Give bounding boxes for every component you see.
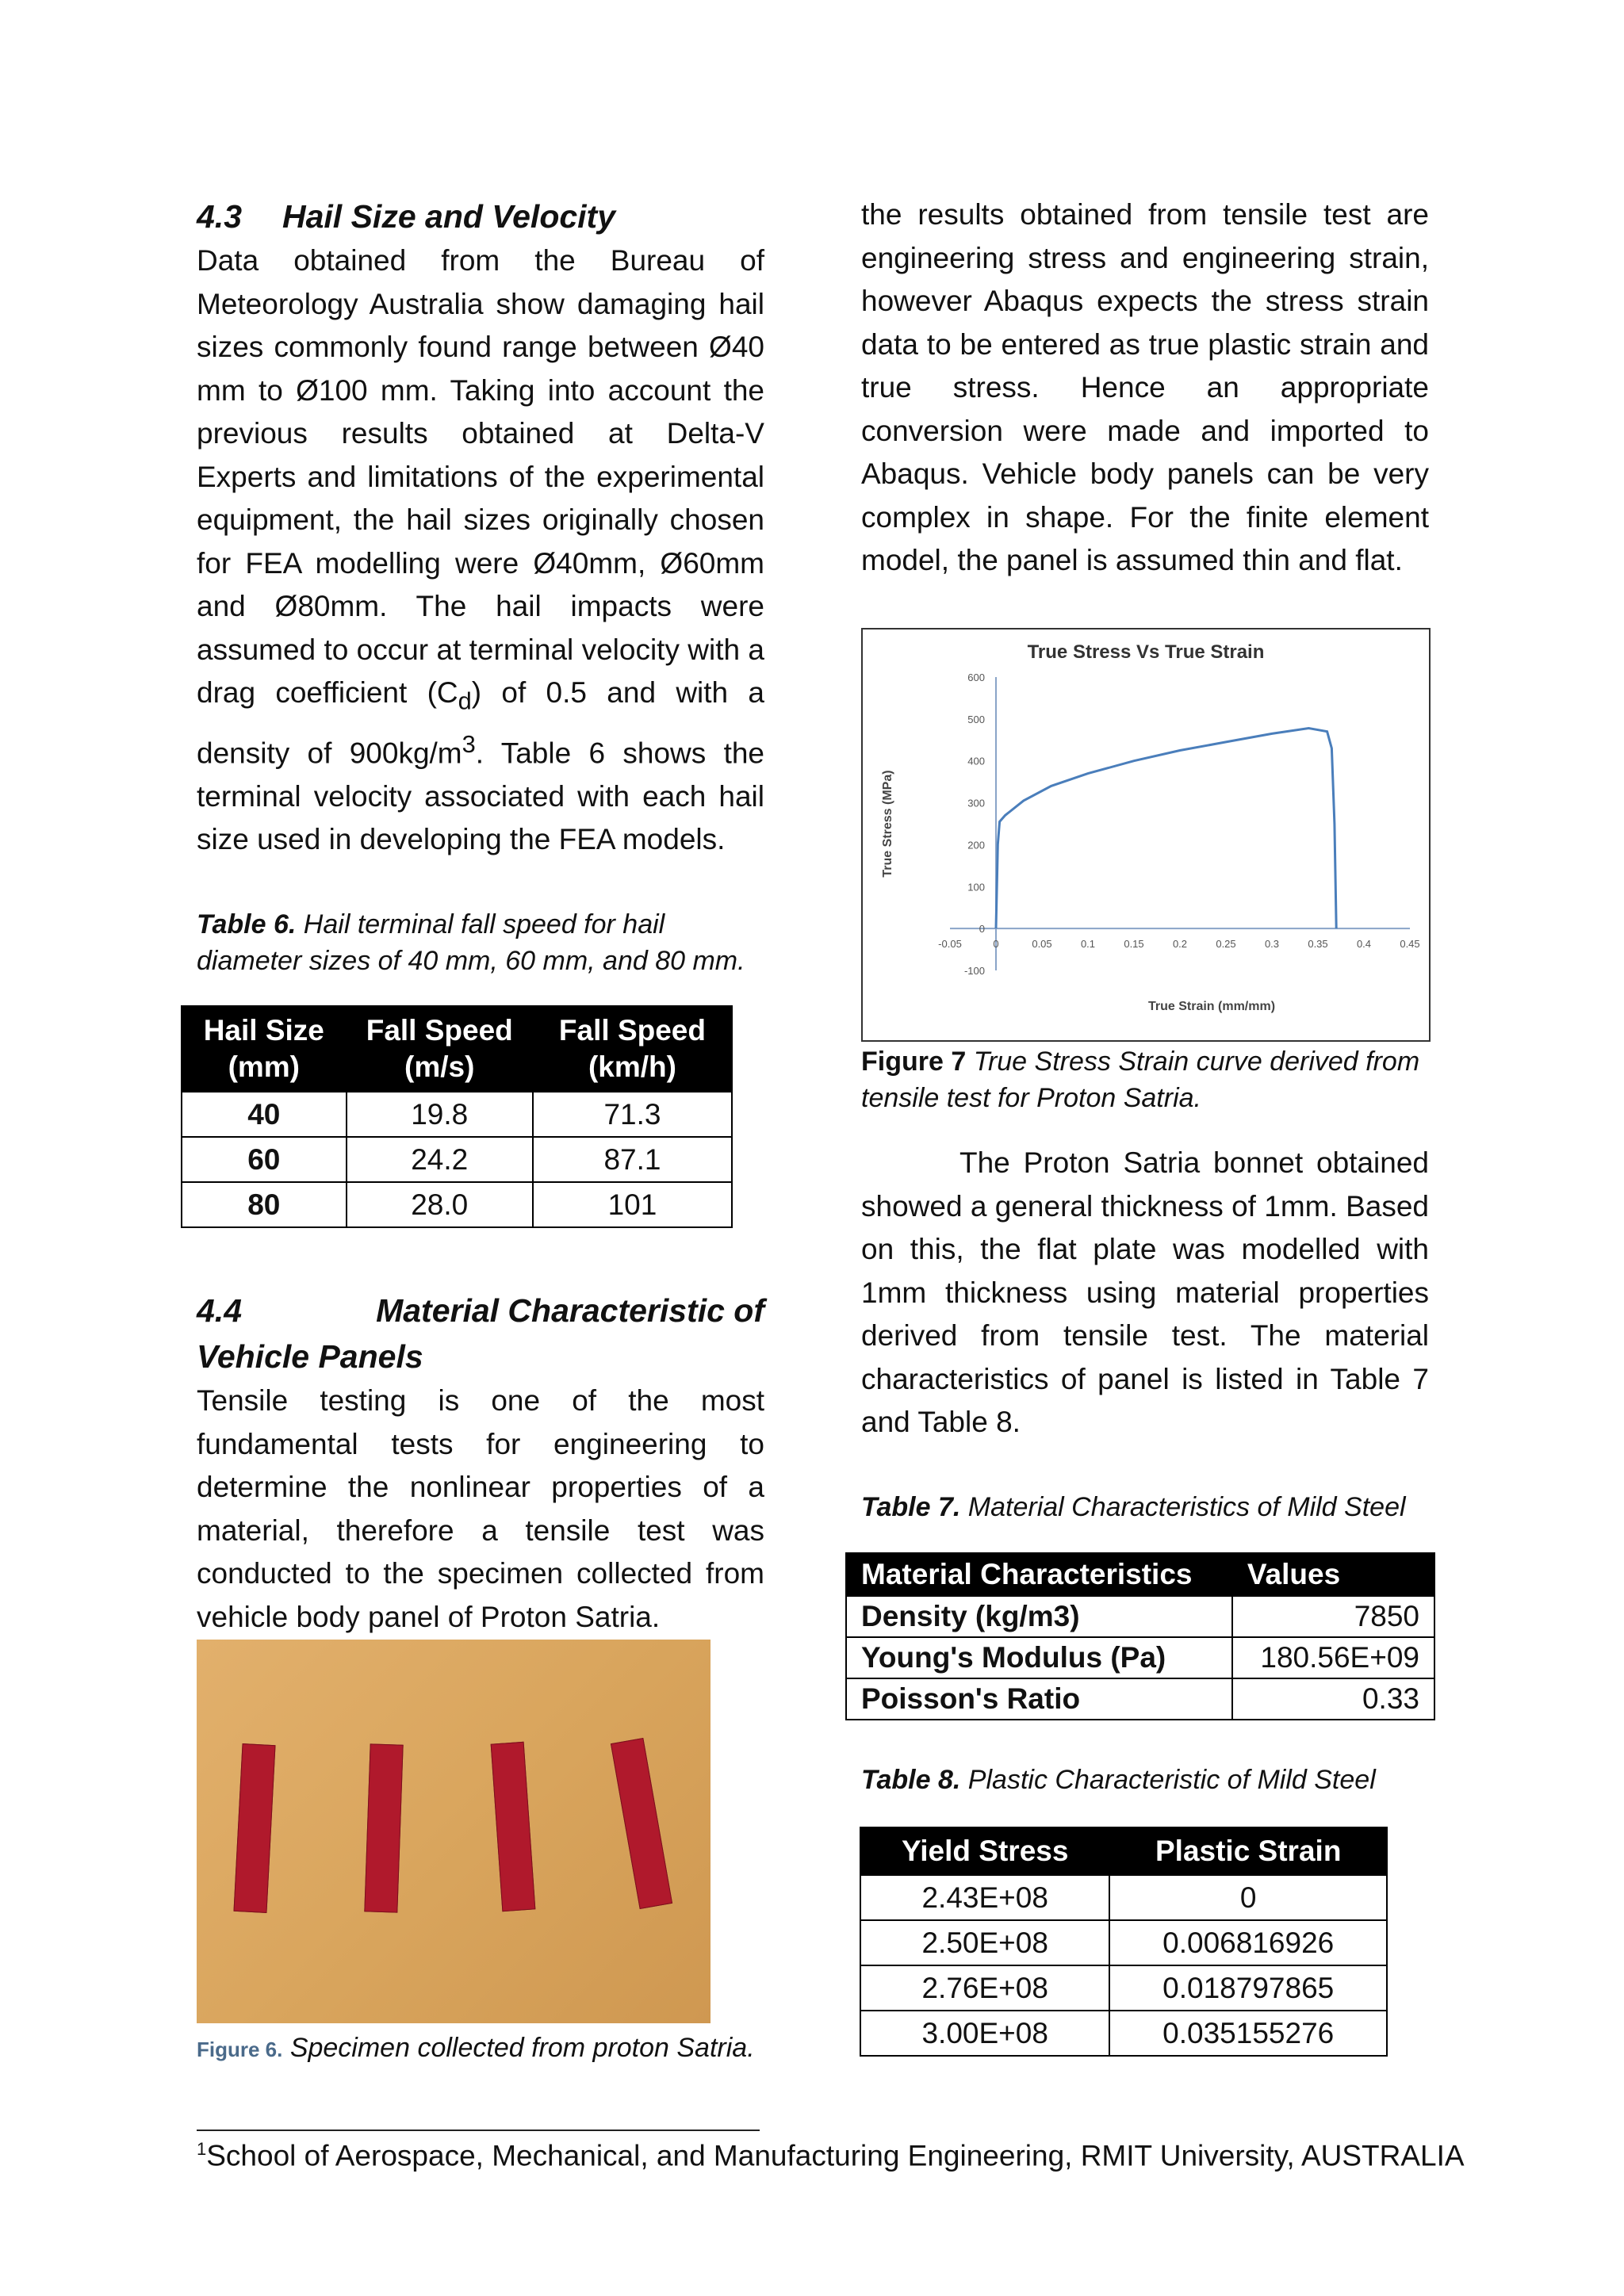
caption-text: Plastic Characteristic of Mild Steel: [967, 1765, 1376, 1795]
table-cell: 2.43E+08: [860, 1875, 1109, 1920]
table-row: [182, 1137, 732, 1182]
table-6: [181, 1005, 733, 1228]
section-number: 4.4: [197, 1292, 242, 1329]
table-7: [845, 1552, 1435, 1720]
table-cell: 28.0: [347, 1182, 533, 1227]
table-cell: 3.00E+08: [860, 2011, 1109, 2056]
specimen-strip: [364, 1743, 403, 1912]
paragraph-abaqus: the results obtained from tensile test are engineering stress and engineering strain, however Abaqus expects the stress strain data to be entered as true plastic strain and true stress. Hence an appropriate conversion were made and imported to Abaqus. Vehicle body panels can be very complex in shape. For the finite element model, the panel is assumed thin and flat.: [861, 198, 1429, 576]
y-axis-label: True Stress (MPa): [881, 770, 894, 878]
table-cell: 0.018797865: [1109, 1965, 1387, 2011]
figure6-caption: [197, 2030, 783, 2068]
table-header-row: [860, 1827, 1387, 1875]
paragraph-text: Data obtained from the Bureau of Meteorology Australia show damaging hail sizes commonly found range between Ø40 mm to Ø100 mm. Taking into account the previous results obtained at Delta-V Experts and limitations of the experimental equipment, the hail sizes originally chosen for FEA modelling were Ø40mm, Ø60mm and Ø80mm. The hail impacts were assumed to occur at terminal velocity with a drag coefficient (C: [197, 244, 764, 709]
table-cell: 0: [1109, 1875, 1387, 1920]
table8-caption: [861, 1762, 1376, 1798]
caption-label: Figure 7: [861, 1047, 967, 1077]
table-cell: 7850: [1232, 1596, 1434, 1637]
specimen-strip: [611, 1738, 672, 1909]
x-tick-label: 0.15: [1124, 938, 1144, 951]
table-cell: 60: [182, 1137, 347, 1182]
table-cell: 40: [182, 1092, 347, 1137]
paragraph-tensile: Tensile testing is one of the most fundamental tests for engineering to determine the nonlinear properties of a material, therefore a tensile test was conducted to the specimen collected from vehicle body panel of Proton Satria.: [197, 1384, 764, 1633]
table-cell: 2.76E+08: [860, 1965, 1109, 2011]
caption-text: Material Characteristics of Mild Steel: [967, 1492, 1406, 1522]
table7-caption: [861, 1489, 1406, 1525]
table-row: [182, 1182, 732, 1227]
caption-label: Figure 6.: [197, 2038, 283, 2061]
superscript: 3: [462, 729, 476, 758]
table-header-cell: Hail Size (mm): [182, 1006, 347, 1092]
series-line: [996, 729, 1336, 929]
table-header-cell: Fall Speed (km/h): [533, 1006, 732, 1092]
y-tick-label: 500: [967, 713, 985, 725]
specimen-photo: [197, 1640, 710, 2023]
footnote: [197, 2130, 1465, 2175]
table-cell: Poisson's Ratio: [846, 1678, 1232, 1720]
x-tick-label: -0.05: [938, 938, 962, 951]
x-tick-label: 0.45: [1400, 938, 1420, 951]
table-cell: 0.33: [1232, 1678, 1434, 1720]
y-tick-label: 200: [967, 839, 985, 851]
chart-svg: [863, 629, 1429, 1040]
table-cell: 19.8: [347, 1092, 533, 1137]
caption-label: Table 8.: [861, 1765, 961, 1795]
x-axis-label: True Strain (mm/mm): [1147, 1000, 1276, 1013]
paragraph-bonnet: The Proton Satria bonnet obtained showed a general thickness of 1mm. Based on this, the flat plate was modelled with 1mm thickness using material properties derived from tensile test. The material characteristics of panel is listed in Table 7 and Table 8.: [861, 1146, 1429, 1438]
paragraph-text: ) of 0.5 and with a density of 900kg/m: [197, 676, 765, 770]
table-row: [860, 1965, 1387, 2011]
table-row: [860, 1920, 1387, 1965]
specimen-strip: [233, 1743, 275, 1913]
table-row: [846, 1678, 1434, 1720]
section-heading-4-3: [197, 193, 764, 239]
table-8: [860, 1827, 1388, 2057]
y-tick-label: -100: [963, 965, 985, 977]
section-title-continued: Vehicle Panels: [197, 1338, 423, 1375]
table-cell: 101: [533, 1182, 732, 1227]
x-tick-label: 0.05: [1032, 938, 1052, 951]
y-tick-label: 300: [967, 797, 985, 809]
table-header-cell: Fall Speed (m/s): [347, 1006, 533, 1092]
caption-text: Hail terminal fall speed for hail diameter sizes of 40 mm, 60 mm, and 80 mm.: [197, 909, 745, 976]
table-cell: 24.2: [347, 1137, 533, 1182]
paragraph-hail-size: [197, 239, 764, 862]
table-header-row: [846, 1553, 1434, 1596]
left-column: [197, 193, 764, 979]
table6-caption: [197, 906, 764, 979]
table-header-cell: Material Characteristics: [846, 1553, 1232, 1596]
caption-text: True Stress Strain curve derived from tensile test for Proton Satria.: [861, 1047, 1420, 1113]
section-title: Material Characteristic of: [376, 1292, 764, 1329]
table-cell: 87.1: [533, 1137, 732, 1182]
subscript: d: [458, 687, 472, 715]
y-tick-label: 400: [967, 755, 985, 767]
table-row: [846, 1637, 1434, 1678]
table-row: [860, 1875, 1387, 1920]
figure7-caption: [861, 1043, 1429, 1116]
table-row: [860, 2011, 1387, 2056]
table-cell: 0.006816926: [1109, 1920, 1387, 1965]
caption-text: Specimen collected from proton Satria.: [289, 2033, 755, 2063]
right-column: [861, 193, 1429, 583]
table-row: [846, 1596, 1434, 1637]
paragraph-text: . Table 6 shows the terminal velocity associated with each hail size used in developing the FEA models.: [197, 737, 765, 856]
x-tick-label: 0.3: [1264, 938, 1280, 951]
x-tick-label: 0.25: [1216, 938, 1236, 951]
table-header-row: [182, 1006, 732, 1092]
stress-strain-chart: [861, 628, 1431, 1042]
table-header-cell: Values: [1232, 1553, 1434, 1596]
caption-label: Table 6.: [197, 909, 297, 939]
left-column-lower: [197, 1288, 764, 1639]
table-row: [182, 1092, 732, 1137]
x-tick-label: 0.2: [1172, 938, 1188, 951]
section-heading-4-4: [197, 1288, 764, 1334]
table-cell: 0.035155276: [1109, 2011, 1387, 2056]
x-tick-label: 0.35: [1308, 938, 1328, 951]
x-tick-label: 0.4: [1356, 938, 1372, 951]
y-tick-label: 600: [967, 672, 985, 683]
table-cell: 80: [182, 1182, 347, 1227]
caption-label: Table 7.: [861, 1492, 961, 1522]
table-cell: Young's Modulus (Pa): [846, 1637, 1232, 1678]
table-cell: 180.56E+09: [1232, 1637, 1434, 1678]
footnote-marker: 1: [197, 2139, 207, 2159]
x-tick-label: 0.1: [1080, 938, 1096, 951]
chart-title: True Stress Vs True Strain: [1027, 641, 1265, 663]
table-cell: Density (kg/m3): [846, 1596, 1232, 1637]
y-tick-label: 100: [967, 881, 985, 894]
table-cell: 2.50E+08: [860, 1920, 1109, 1965]
table-header-cell: Plastic Strain: [1109, 1827, 1387, 1875]
section-number: 4.3: [197, 198, 242, 235]
footnote-text: School of Aerospace, Mechanical, and Manufacturing Engineering, RMIT University, AUSTRALIA: [206, 2139, 1465, 2172]
section-title: Hail Size and Velocity: [282, 198, 616, 235]
table-cell: 71.3: [533, 1092, 732, 1137]
x-tick-label: 0: [993, 938, 999, 951]
y-tick-label: 0: [979, 923, 985, 936]
table-header-cell: Yield Stress: [860, 1827, 1109, 1875]
specimen-strip: [491, 1742, 536, 1911]
